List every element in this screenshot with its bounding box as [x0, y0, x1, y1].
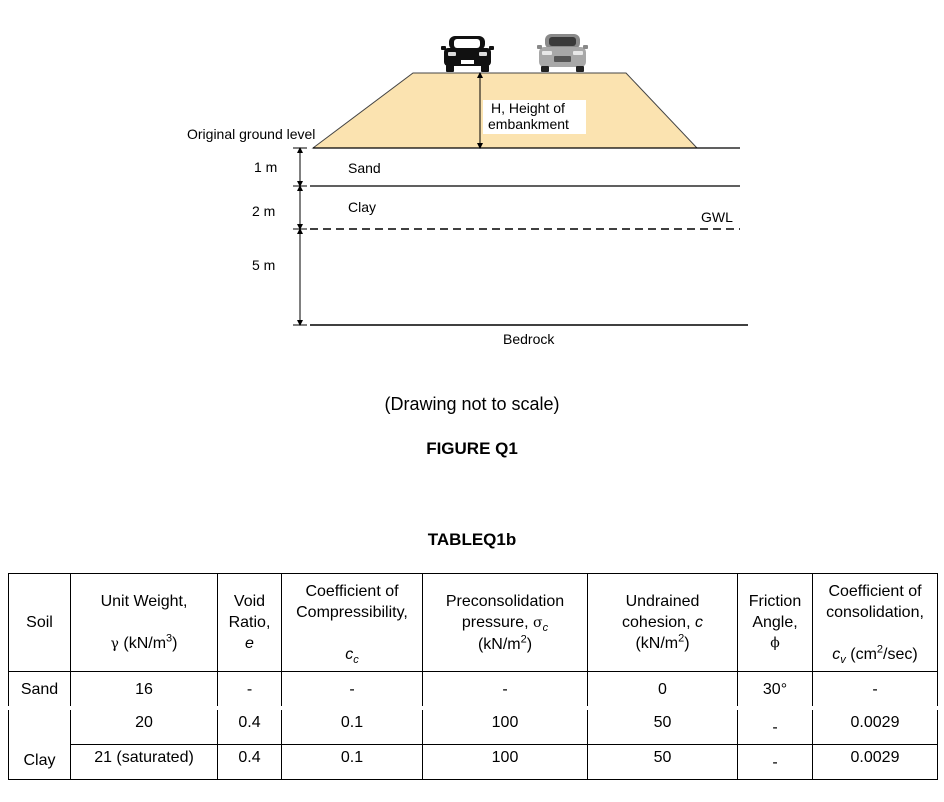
soil-properties-table [8, 573, 938, 780]
drawing-note: (Drawing not to scale) [384, 394, 560, 414]
bedrock-label: Bedrock [503, 331, 555, 347]
dim-1m-label: 1 m [254, 159, 278, 175]
table-row [9, 708, 938, 745]
sand-label: Sand [348, 160, 381, 176]
header-consolidation: Coefficient of consolidation, $c_v$ $(cm^2/\sec)$ [813, 574, 938, 672]
cell-friction: 30° [738, 672, 813, 709]
header-friction: Friction Angle, ϕ [738, 574, 813, 672]
header-preconsolidation: Preconsolidation pressure, $\sigma_c$ $(kN/m^2)$ [423, 574, 588, 672]
dim-2m-label: 2 m [252, 203, 276, 219]
cell-cc: 0.1 [282, 745, 423, 780]
cell-cv: - [813, 672, 938, 709]
cell-soil: Sand [9, 672, 71, 709]
table-row [9, 672, 938, 709]
cell-unit-weight: 16 [71, 672, 218, 709]
cell-cc: - [282, 672, 423, 709]
header-unit-weight: Unit Weight, γ $(kN/m^3)$ [71, 574, 218, 672]
cell-unit-weight: 20 [71, 708, 218, 745]
cell-soil: Clay [9, 708, 71, 780]
dim-5m-label: 5 m [252, 257, 276, 273]
header-void-ratio: Void Ratio, e [218, 574, 282, 672]
figure-title: FIGURE Q1 [426, 439, 518, 458]
cell-preconsolidation: - [423, 672, 588, 709]
height-label-line1: H, Height of [491, 100, 565, 116]
clay-label: Clay [348, 199, 377, 215]
header-soil: Soil [9, 574, 71, 672]
cell-cv: 0.0029 [813, 745, 938, 780]
cell-cohesion: 50 [588, 708, 738, 745]
cell-friction: - [738, 708, 813, 745]
cell-void-ratio: - [218, 672, 282, 709]
embankment-diagram [0, 0, 944, 360]
cell-cc: 0.1 [282, 708, 423, 745]
table-row [9, 745, 938, 780]
cell-void-ratio: 0.4 [218, 745, 282, 780]
height-label-line2: embankment [488, 116, 569, 132]
car-front-icon [537, 34, 588, 72]
cell-cohesion: 0 [588, 672, 738, 709]
cell-friction: - [738, 745, 813, 780]
cell-cv: 0.0029 [813, 708, 938, 745]
cell-preconsolidation: 100 [423, 708, 588, 745]
header-compressibility: Coefficient of Compressibility, $c_c$ [282, 574, 423, 672]
header-cohesion: Undrained cohesion, c $(kN/m^2)$ [588, 574, 738, 672]
table-title: TABLEQ1b [427, 530, 517, 549]
gwl-label: GWL [701, 209, 733, 225]
cell-void-ratio: 0.4 [218, 708, 282, 745]
car-front-icon [441, 36, 494, 72]
cell-preconsolidation: 100 [423, 745, 588, 780]
original-ground-label: Original ground level [187, 126, 316, 142]
cell-unit-weight: 21 (saturated) [71, 745, 218, 780]
cell-cohesion: 50 [588, 745, 738, 780]
